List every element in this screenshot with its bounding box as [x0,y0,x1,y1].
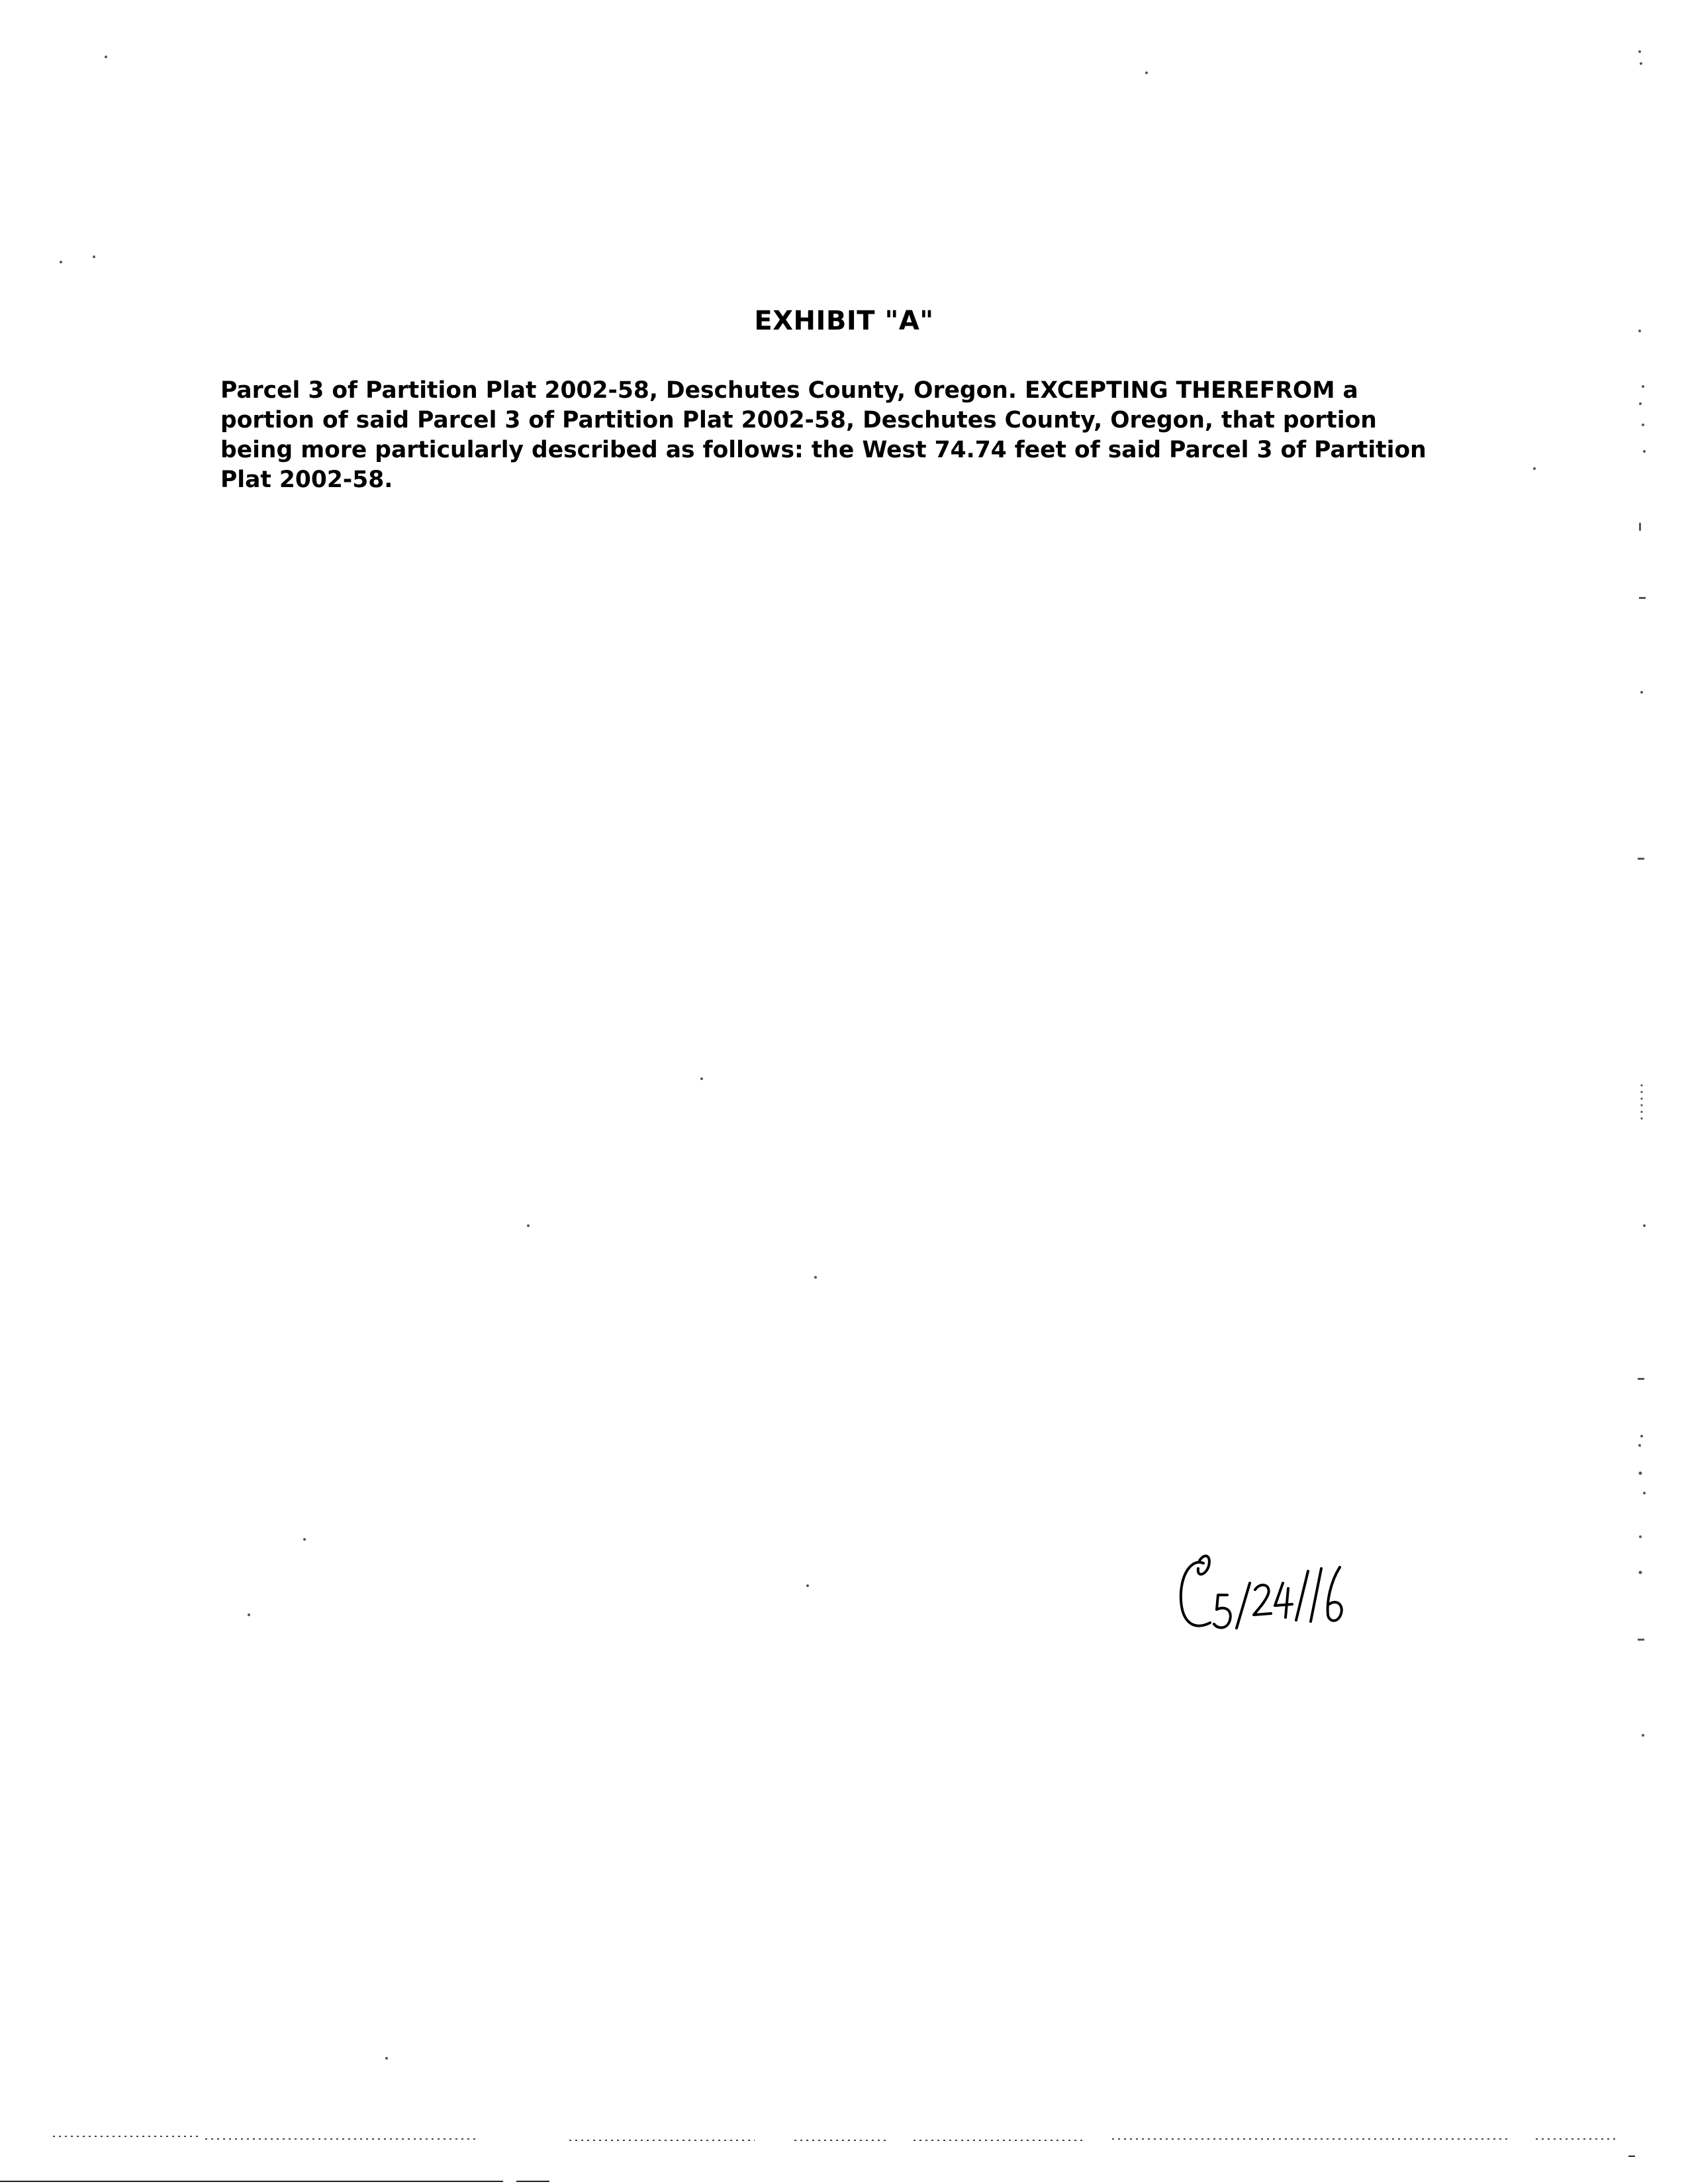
exhibit-title: EXHIBIT "A" [754,306,934,336]
legal-description: Parcel 3 of Partition Plat 2002-58, Deschutes County, Oregon. EXCEPTING THEREFROM a portion of said Parcel 3 of Partition Plat 2002-58, Deschutes County, Oregon, that portion being more particularly described as follows: the West 74.74 feet of said Parcel 3 of Partition Plat 2002-58. [220,377,1427,493]
handwritten-initials-signature [1172,1549,1370,1661]
